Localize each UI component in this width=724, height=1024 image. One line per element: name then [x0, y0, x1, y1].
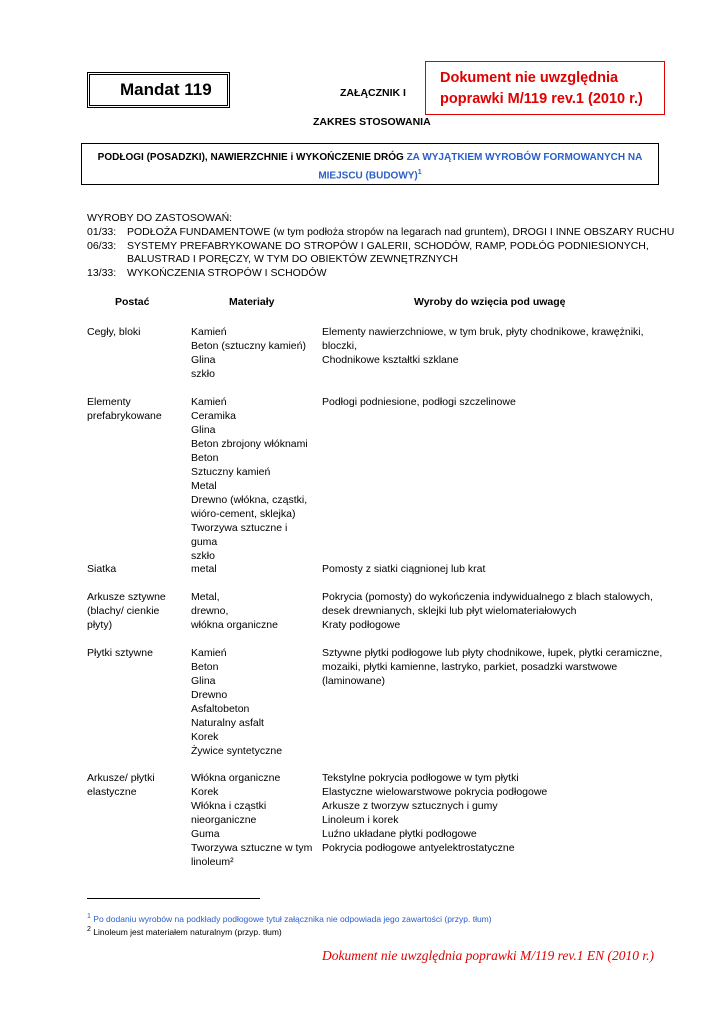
table-cell-materials: Metal, drewno, włókna organiczne	[191, 591, 278, 631]
table-cell-products: Podłogi podniesione, podłogi szczelinowe	[322, 396, 516, 408]
scope-heading: ZAKRES STOSOWANIA	[313, 116, 431, 128]
column-header-form: Postać	[115, 296, 150, 308]
annex-label: ZAŁĄCZNIK I	[340, 87, 406, 99]
table-cell-materials: metal	[191, 563, 217, 575]
footer-revision-notice: Dokument nie uwzględnia poprawki M/119 rev.1 EN (2010 r.)	[322, 948, 654, 963]
footnote-1: $^1$ Po dodaniu wyrobów na podkłady podłogowe tytuł załącznika nie odpowiada jego zawartości (przyp. tłum)	[87, 913, 492, 924]
table-cell-materials: Włókna organiczne Korek Włókna i cząstki nieorganiczne Guma Tworzywa sztuczne w tym linoleum²	[191, 772, 313, 868]
table-cell-products: Pomosty z siatki ciągnionej lub krat	[322, 563, 486, 575]
uses-heading: WYROBY DO ZASTOSOWAŃ:	[87, 212, 233, 224]
scope-box	[81, 143, 659, 185]
table-row: Elementy prefabrykowane	[87, 396, 162, 422]
footnote-2: $^2$ Linoleum jest materiałem naturalnym (przyp. tłum)	[87, 926, 282, 937]
uses-list	[87, 212, 232, 226]
table-cell-materials: Kamień Beton Glina Drewno Asfaltobeton Naturalny asfalt Korek Żywice syntetyczne	[191, 647, 283, 757]
footnote-divider	[87, 898, 260, 899]
scope-title: PODŁOGI (POSADZKI), NAWIERZCHNIE i WYKOŃCZENIE DRÓG	[97, 152, 404, 163]
table-row: Cegły, bloki	[87, 326, 141, 338]
revision-notice-line2: poprawki M/119 rev.1 (2010 r.)	[440, 91, 643, 107]
table-cell-products: Tekstylne pokrycia podłogowe w tym płytki Elastyczne wielowarstwowe pokrycia podłogowe Arkusze z tworzyw sztucznych i gumy Linoleum i korek Luźno układane płytki podłogowe Pokrycia podłogowe antyelektrostatyczne	[322, 772, 548, 854]
table-cell-products: Pokrycia (pomosty) do wykończenia indywidualnego z blach stalowych, desek drewnianych, sklejki lub płyt wielomateriałowych Kraty podłogowe	[322, 591, 653, 631]
table-row: Płytki sztywne	[87, 647, 153, 659]
list-item: 06/33: SYSTEMY PREFABRYKOWANE DO STROPÓW I GALERII, SCHODÓW, RAMP, PODŁÓG PODNIESIONYCH,	[87, 239, 649, 252]
list-item: BALUSTRAD I PORĘCZY, W TYM DO OBIEKTÓW ZEWNĘTRZNYCH	[127, 253, 458, 265]
column-header-materials: Materiały	[229, 296, 275, 308]
scope-exclusion: ZA WYJĄTKIEM WYROBÓW FORMOWANYCH NA	[406, 152, 643, 163]
footnote-ref-1[interactable]: 1	[417, 169, 422, 176]
column-header-products: Wyroby do wzięcia pod uwagę	[414, 296, 566, 308]
table-cell-products: Sztywne płytki podłogowe lub płyty chodnikowe, łupek, płytki ceramiczne, mozaiki, płytki kamienne, lastryko, parkiet, posadzki warstwowe (laminowane)	[322, 647, 663, 687]
table-row: Arkusze/ płytki elastyczne	[87, 772, 155, 798]
scope-exclusion-cont: MIEJSCU (BUDOWY)	[318, 170, 418, 182]
table-cell-products: Elementy nawierzchniowe, w tym bruk, płyty chodnikowe, krawężniki, bloczki, Chodnikowe kształtki szklane	[322, 326, 644, 366]
list-item: 01/33: PODŁOŻA FUNDAMENTOWE (w tym podłoża stropów na legarach nad gruntem), DROGI I INNE OBSZARY RUCHU	[87, 226, 675, 238]
table-cell-materials: Kamień Ceramika Glina Beton zbrojony włóknami Beton Sztuczny kamień Metal Drewno (włókna, cząstki, wióro-cement, sklejka) Tworzywa sztuczne i guma szkło	[191, 396, 308, 562]
mandat-title: Mandat 119	[120, 80, 212, 99]
table-row: Arkusze sztywne (blachy/ cienkie płyty)	[87, 591, 166, 631]
revision-notice-line1: Dokument nie uwzględnia	[440, 70, 619, 86]
uses-items	[87, 226, 687, 280]
list-item: 13/33: WYKOŃCZENIA STROPÓW I SCHODÓW	[87, 266, 327, 279]
revision-notice-box	[425, 61, 665, 115]
table-row: Siatka	[87, 563, 117, 575]
mandat-title-box	[87, 72, 230, 108]
table-cell-materials: Kamień Beton (sztuczny kamień) Glina szkło	[191, 326, 306, 380]
